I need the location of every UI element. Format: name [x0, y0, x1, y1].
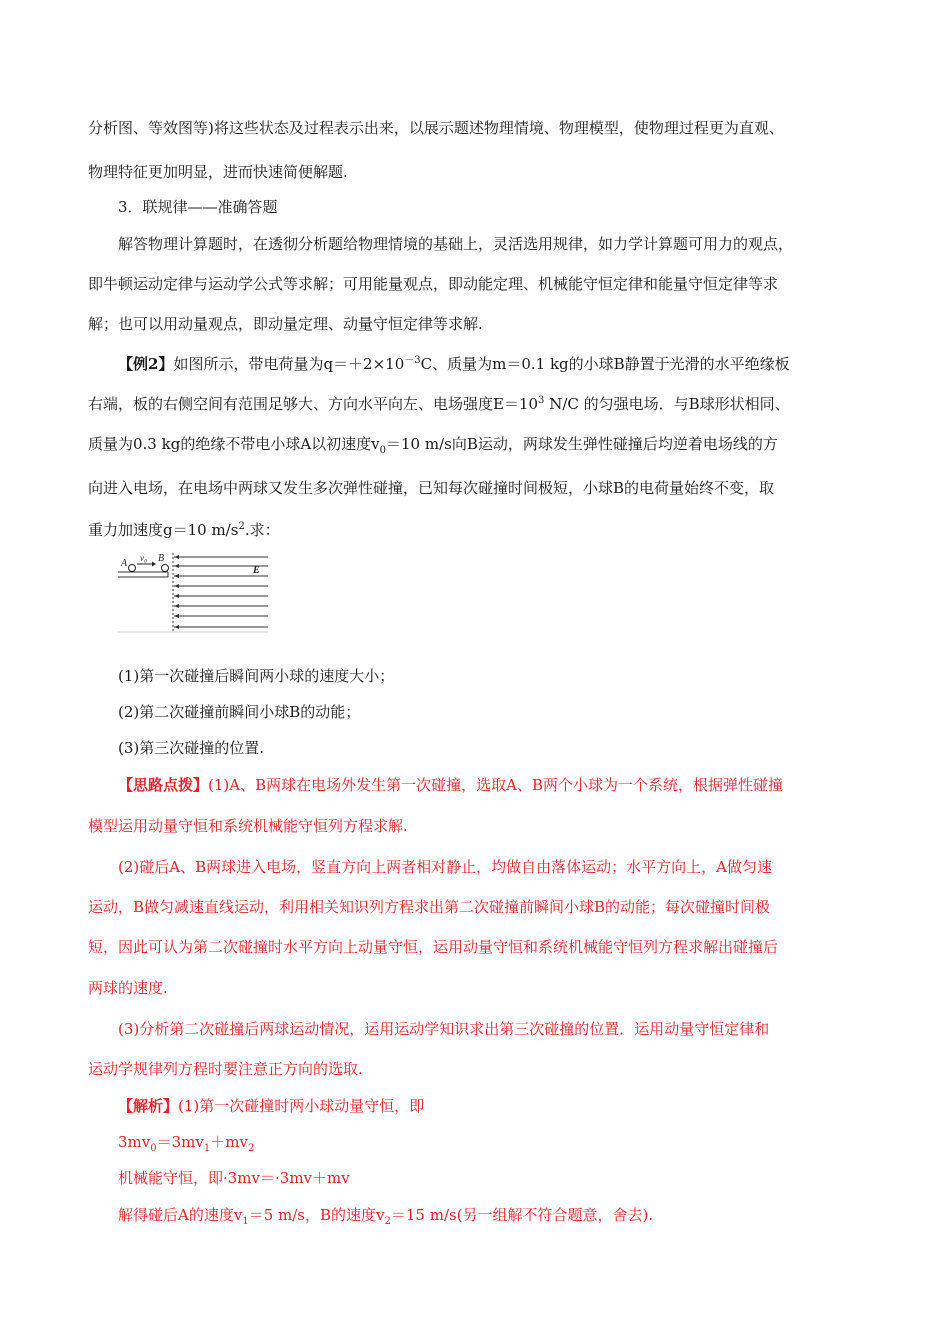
example-line: 【例2】如图所示，带电荷量为$q=+2\times 10^{-3}C$、质量为m＝0.1 kg的小球B静置于光滑的水平绝缘板	[118, 355, 790, 373]
hint-line: 短，因此可认为第二次碰撞时水平方向上动量守恒，运用动量守恒和系统机械能守恒列方程求解出碰撞后	[88, 938, 779, 956]
figure-label-a: A	[121, 558, 128, 569]
electric-field-figure	[118, 553, 270, 633]
figure-label-e: E	[253, 565, 260, 576]
hint-label: 【思路点拨】	[118, 776, 209, 794]
question-item: (2)第二次碰撞前瞬间小球B的动能；	[118, 703, 361, 721]
hint-line: (2)碰后A、B两球进入电场，竖直方向上两者相对静止，均做自由落体运动；水平方向上，A做匀速	[118, 858, 772, 876]
question-item: (1)第一次碰撞后瞬间两小球的速度大小；	[118, 667, 395, 685]
hint-line: 运动，B做匀减速直线运动，利用相关知识列方程求出第二次碰撞前瞬间小球B的动能；每次碰撞时间极	[88, 898, 771, 916]
paragraph-line: 解；也可以用动量观点，即动量定理、动量守恒定律等求解.	[88, 315, 483, 333]
ball-b	[162, 565, 169, 572]
section-heading: 3．联规律——准确答题	[118, 198, 278, 216]
figure-label-b: B	[158, 553, 165, 564]
example-line: 右端，板的右侧空间有范围足够大、方向水平向左、电场强度$E=10^3$ N/C 的匀强电场．与B球形状相同、	[88, 395, 790, 413]
example-line: 向进入电场，在电场中两球又发生多次弹性碰撞，已知每次碰撞时间极短，小球B的电荷量始终不变，取	[88, 479, 775, 497]
example-line: 质量为0.3 kg的绝缘不带电小球A以初速度$v_0=10$ m/s向B运动，两球发生弹性碰撞后均逆着电场线的方	[88, 435, 778, 456]
paragraph-line: 分析图、等效图等)将这些状态及过程表示出来，以展示题述物理情境、物理模型，使物理过程更为直观、	[88, 119, 784, 137]
example-label: 【例2】	[118, 355, 174, 373]
paragraph-line: 物理特征更加明显，进而快速简便解题.	[88, 163, 348, 181]
hint-line: 运动学规律列方程时要注意正方向的选取.	[88, 1060, 363, 1078]
figure-label-v0: v₀	[140, 553, 148, 563]
solution-line: 机械能守恒，即·3mv＝·3mv＋mv	[118, 1169, 350, 1187]
solution-line: 解得碰后A的速度$v_1=5$ m/s，B的速度$v_2=15$ m/s(另一组解不符合题意，舍去).	[118, 1206, 654, 1227]
question-item: (3)第三次碰撞的位置.	[118, 739, 265, 757]
paragraph-line: 即牛顿运动定律与运动学公式等求解；可用能量观点，即动能定理、机械能守恒定律和能量守恒定律等求	[88, 275, 779, 293]
hint-line: 两球的速度.	[88, 979, 168, 997]
paragraph-line: 解答物理计算题时，在透彻分析题给物理情境的基础上，灵活选用规律，如力学计算题可用力的观点，	[118, 235, 794, 253]
hint-line: 【思路点拨】(1)A、B两球在电场外发生第一次碰撞，选取A、B两个小球为一个系统，根据弹性碰撞	[118, 776, 783, 794]
example-line: 重力加速度g＝10 $m/s^2$.求：	[88, 521, 280, 539]
solution-label: 【解析】	[118, 1097, 179, 1115]
velocity-arrowhead	[152, 562, 156, 567]
solution-equation: $3mv_0=3mv_1+mv_2$	[118, 1133, 255, 1154]
solution-line: 【解析】(1)第一次碰撞时两小球动量守恒，即	[118, 1097, 425, 1115]
ball-a	[129, 565, 136, 572]
hint-line: (3)分析第二次碰撞后两球运动情况，运用运动学知识求出第三次碰撞的位置．运用动量守恒定律和	[118, 1020, 770, 1038]
hint-line: 模型运用动量守恒和系统机械能守恒列方程求解.	[88, 817, 408, 835]
